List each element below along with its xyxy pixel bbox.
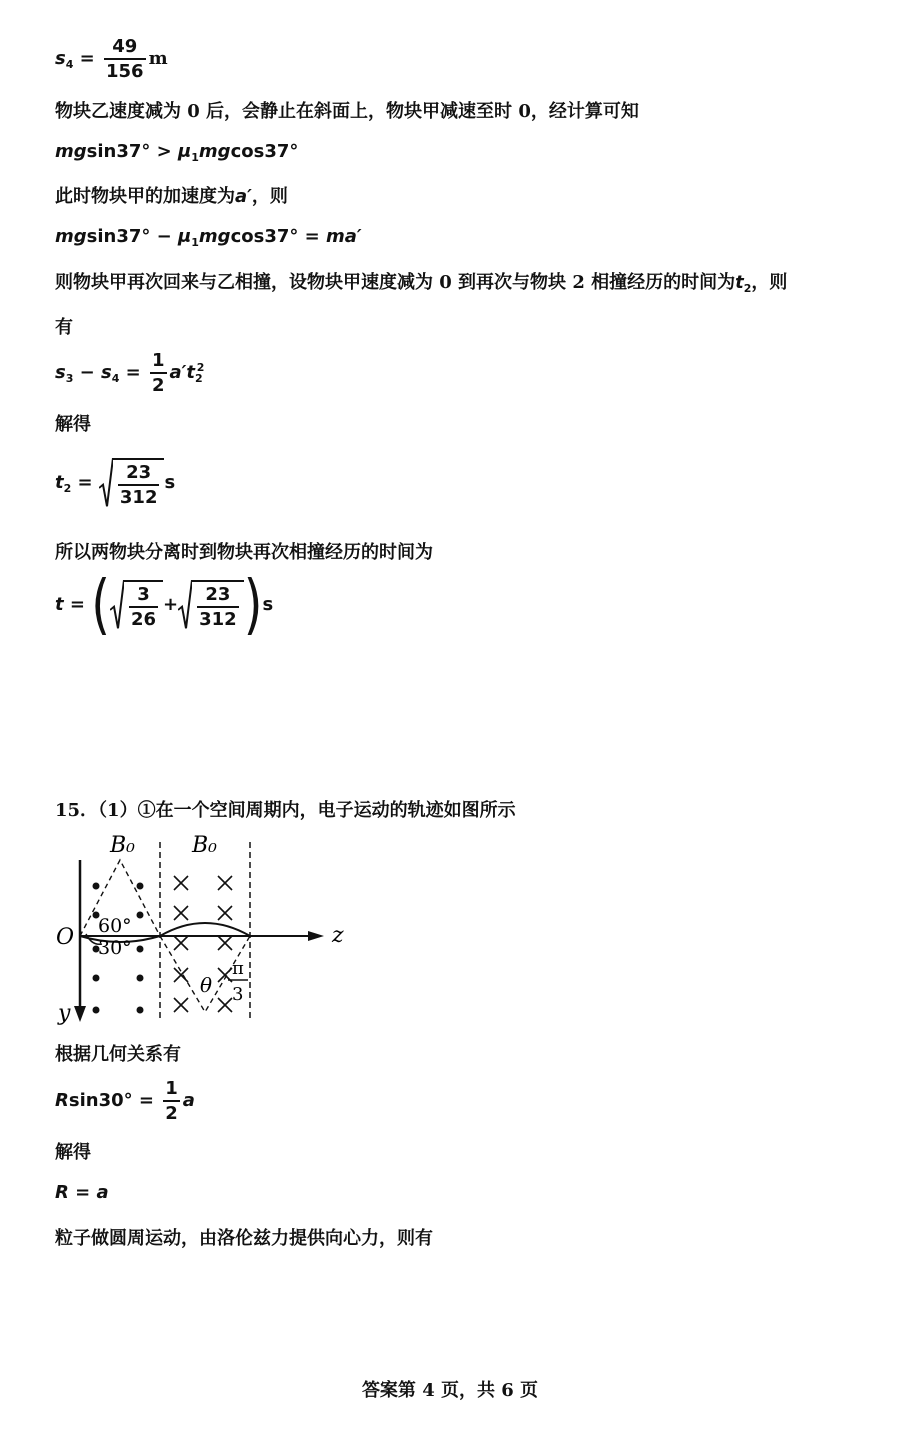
z-axis-arrow xyxy=(308,931,324,941)
field-label-2: B₀ xyxy=(192,833,217,858)
text-line: 有 xyxy=(55,317,73,338)
pi-label: π xyxy=(232,958,244,979)
angle-30-label: 30° xyxy=(98,937,132,959)
field-label-1: B₀ xyxy=(110,833,135,858)
y-axis-label: y xyxy=(58,1001,71,1026)
equation-line: $mgsin37^\circ - \mu_1mgcos37^\circ = ma'$ xyxy=(55,226,362,249)
y-axis-arrow xyxy=(74,1006,86,1022)
text-line: 解得 xyxy=(55,1142,91,1163)
theta-label: θ xyxy=(200,973,213,997)
text-line: 所以两物块分离时到物块再次相撞经历的时间为 xyxy=(55,542,433,563)
equation-line: $s_3 - s_4$ = $\frac{1}{2}$ $a't_2^2$ xyxy=(55,350,205,396)
text-line: 粒子做圆周运动，由洛伦兹力提供向心力，则有 xyxy=(55,1228,433,1249)
text-line: 物块乙速度减为 0 后，会静止在斜面上，物块甲减速至时 0，经计算可知 xyxy=(55,101,639,122)
equation-rsin30: Rsin30° = $\frac{1}{2}$ a xyxy=(55,1078,195,1124)
equation-s4: $s_4$ = $\frac{49}{156}$ m xyxy=(55,36,168,82)
equation-t: t = ( $\frac{3}{26}$ + $\frac{23}{312}$ )s xyxy=(55,567,274,643)
angle-60-label: 60° xyxy=(98,915,132,937)
equation-t2: $t_2$ = $\frac{23}{312}$ s xyxy=(55,458,175,508)
text-line: 根据几何关系有 xyxy=(55,1044,181,1065)
text-line: 此时物块甲的加速度为a′，则 xyxy=(55,186,288,207)
equation-r: R = a xyxy=(55,1182,109,1203)
three-label: 3 xyxy=(232,984,244,1005)
electron-trajectory-diagram xyxy=(52,822,352,1027)
inequality-line: $mgsin37^\circ > \mu_1mgcos37^\circ$ xyxy=(55,141,299,164)
origin-label: O xyxy=(56,925,75,950)
question-15-heading: 15．（1）①在一个空间周期内，电子运动的轨迹如图所示 xyxy=(55,800,516,821)
trajectory-arc-2 xyxy=(160,923,250,936)
text-line: 则物块甲再次回来与乙相撞，设物块甲速度减为 0 到再次与物块 2 相撞经历的时间为$t_2$，则 xyxy=(55,272,788,295)
text-line: 解得 xyxy=(55,414,91,435)
page-footer: 答案第 4 页，共 6 页 xyxy=(361,1380,539,1401)
z-axis-label: z xyxy=(332,923,344,948)
